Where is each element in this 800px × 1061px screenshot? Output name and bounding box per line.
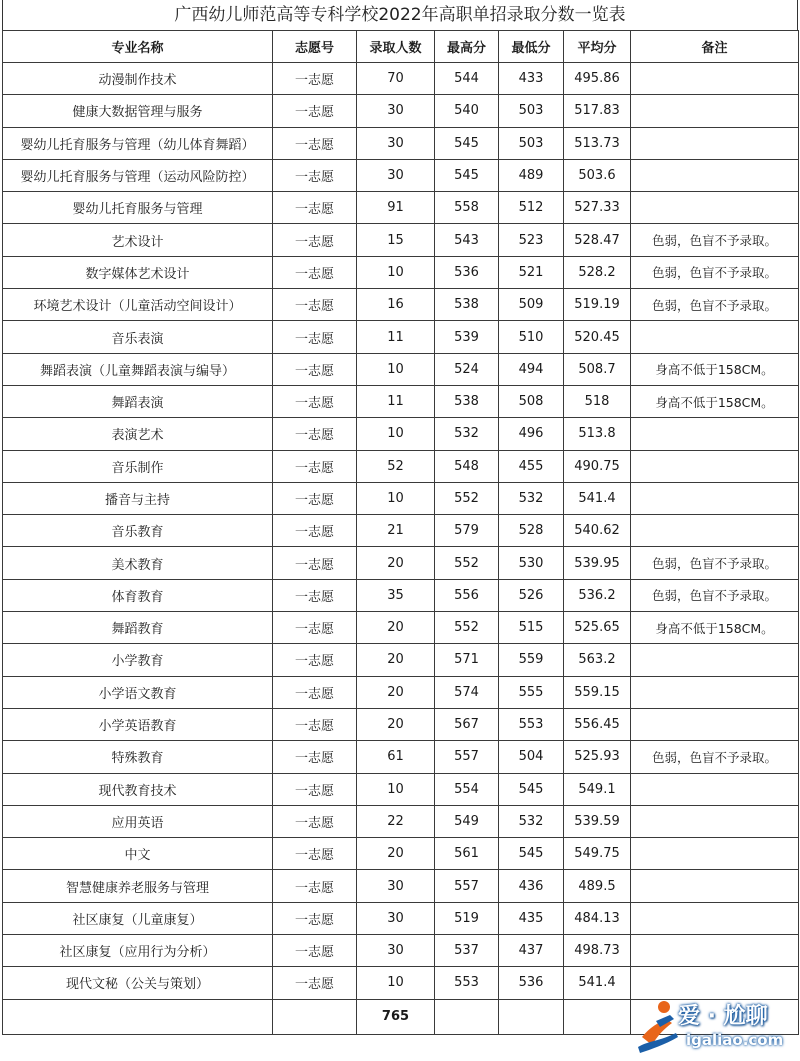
- enrolled-count-cell: 10: [357, 482, 435, 514]
- empty-cell: [3, 999, 273, 1034]
- choice-cell: 一志愿: [273, 579, 357, 611]
- avg-score-cell: 519.19: [564, 289, 631, 321]
- max-score-cell: 537: [435, 935, 499, 967]
- min-score-cell: 496: [499, 418, 564, 450]
- enrolled-count-cell: 16: [357, 289, 435, 321]
- column-header: 平均分: [564, 31, 631, 63]
- enrolled-count-cell: 61: [357, 741, 435, 773]
- avg-score-cell: 525.65: [564, 612, 631, 644]
- major-name-cell: 婴幼儿托育服务与管理: [3, 192, 273, 224]
- max-score-cell: 552: [435, 547, 499, 579]
- enrolled-count-cell: 10: [357, 418, 435, 450]
- note-cell: [631, 644, 799, 676]
- table-row: [3, 805, 799, 837]
- choice-cell: 一志愿: [273, 418, 357, 450]
- table-row: [3, 482, 799, 514]
- watermark-brand: 爱 · 尬聊: [678, 1004, 768, 1029]
- max-score-cell: 557: [435, 870, 499, 902]
- max-score-cell: 536: [435, 256, 499, 288]
- min-score-cell: 433: [499, 63, 564, 95]
- header-row: [3, 31, 799, 63]
- table-row: [3, 321, 799, 353]
- table-row: [3, 902, 799, 934]
- note-cell: [631, 708, 799, 740]
- table-row: [3, 192, 799, 224]
- max-score-cell: 567: [435, 708, 499, 740]
- enrolled-count-cell: 22: [357, 805, 435, 837]
- table-row: [3, 418, 799, 450]
- choice-cell: 一志愿: [273, 676, 357, 708]
- min-score-cell: 436: [499, 870, 564, 902]
- major-name-cell: 小学语文教育: [3, 676, 273, 708]
- major-name-cell: 社区康复（应用行为分析）: [3, 935, 273, 967]
- max-score-cell: 558: [435, 192, 499, 224]
- choice-cell: 一志愿: [273, 95, 357, 127]
- major-name-cell: 音乐制作: [3, 450, 273, 482]
- avg-score-cell: 556.45: [564, 708, 631, 740]
- table-row: [3, 450, 799, 482]
- min-score-cell: 545: [499, 838, 564, 870]
- choice-cell: 一志愿: [273, 967, 357, 999]
- choice-cell: 一志愿: [273, 192, 357, 224]
- avg-score-cell: 508.7: [564, 353, 631, 385]
- note-cell: [631, 321, 799, 353]
- choice-cell: 一志愿: [273, 482, 357, 514]
- min-score-cell: 508: [499, 385, 564, 417]
- runner-logo-icon: [636, 997, 680, 1053]
- note-cell: [631, 63, 799, 95]
- avg-score-cell: 563.2: [564, 644, 631, 676]
- table-row: [3, 224, 799, 256]
- min-score-cell: 530: [499, 547, 564, 579]
- avg-score-cell: 525.93: [564, 741, 631, 773]
- avg-score-cell: 520.45: [564, 321, 631, 353]
- choice-cell: 一志愿: [273, 612, 357, 644]
- table-row: [3, 95, 799, 127]
- max-score-cell: 574: [435, 676, 499, 708]
- choice-cell: 一志愿: [273, 708, 357, 740]
- max-score-cell: 519: [435, 902, 499, 934]
- major-name-cell: 现代文秘（公关与策划）: [3, 967, 273, 999]
- choice-cell: 一志愿: [273, 289, 357, 321]
- enrolled-count-cell: 10: [357, 353, 435, 385]
- empty-cell: [499, 999, 564, 1034]
- min-score-cell: 509: [499, 289, 564, 321]
- enrolled-count-cell: 10: [357, 967, 435, 999]
- min-score-cell: 515: [499, 612, 564, 644]
- table-row: [3, 708, 799, 740]
- table-row: [3, 579, 799, 611]
- table-row: [3, 935, 799, 967]
- enrolled-count-cell: 30: [357, 870, 435, 902]
- empty-cell: [273, 999, 357, 1034]
- note-cell: 色弱，色盲不予录取。: [631, 224, 799, 256]
- min-score-cell: 553: [499, 708, 564, 740]
- note-cell: [631, 95, 799, 127]
- column-header: 志愿号: [273, 31, 357, 63]
- min-score-cell: 545: [499, 773, 564, 805]
- enrolled-count-cell: 20: [357, 644, 435, 676]
- enrolled-count-cell: 91: [357, 192, 435, 224]
- max-score-cell: 543: [435, 224, 499, 256]
- max-score-cell: 571: [435, 644, 499, 676]
- major-name-cell: 舞蹈表演（儿童舞蹈表演与编导）: [3, 353, 273, 385]
- note-cell: [631, 902, 799, 934]
- note-cell: 身高不低于158CM。: [631, 353, 799, 385]
- table-row: [3, 612, 799, 644]
- note-cell: [631, 450, 799, 482]
- major-name-cell: 数字媒体艺术设计: [3, 256, 273, 288]
- min-score-cell: 437: [499, 935, 564, 967]
- enrolled-count-cell: 30: [357, 95, 435, 127]
- note-cell: 色弱，色盲不予录取。: [631, 547, 799, 579]
- choice-cell: 一志愿: [273, 256, 357, 288]
- max-score-cell: 561: [435, 838, 499, 870]
- avg-score-cell: 528.47: [564, 224, 631, 256]
- column-header: 最高分: [435, 31, 499, 63]
- major-name-cell: 婴幼儿托育服务与管理（幼儿体育舞蹈）: [3, 127, 273, 159]
- note-cell: 色弱，色盲不予录取。: [631, 256, 799, 288]
- watermark: [636, 995, 800, 1061]
- enrolled-count-cell: 20: [357, 838, 435, 870]
- major-name-cell: 小学教育: [3, 644, 273, 676]
- max-score-cell: 552: [435, 612, 499, 644]
- column-header: 录取人数: [357, 31, 435, 63]
- avg-score-cell: 527.33: [564, 192, 631, 224]
- avg-score-cell: 513.8: [564, 418, 631, 450]
- note-cell: [631, 127, 799, 159]
- min-score-cell: 536: [499, 967, 564, 999]
- choice-cell: 一志愿: [273, 644, 357, 676]
- major-name-cell: 健康大数据管理与服务: [3, 95, 273, 127]
- avg-score-cell: 518: [564, 385, 631, 417]
- table-row: [3, 127, 799, 159]
- choice-cell: 一志愿: [273, 385, 357, 417]
- enrolled-count-cell: 30: [357, 127, 435, 159]
- major-name-cell: 美术教育: [3, 547, 273, 579]
- major-name-cell: 舞蹈教育: [3, 612, 273, 644]
- choice-cell: 一志愿: [273, 321, 357, 353]
- enrolled-count-cell: 10: [357, 773, 435, 805]
- choice-cell: 一志愿: [273, 63, 357, 95]
- max-score-cell: 557: [435, 741, 499, 773]
- table-body: [3, 63, 799, 1035]
- choice-cell: 一志愿: [273, 159, 357, 191]
- max-score-cell: 545: [435, 159, 499, 191]
- major-name-cell: 动漫制作技术: [3, 63, 273, 95]
- avg-score-cell: 541.4: [564, 482, 631, 514]
- enrolled-count-cell: 35: [357, 579, 435, 611]
- note-cell: 色弱，色盲不予录取。: [631, 741, 799, 773]
- min-score-cell: 523: [499, 224, 564, 256]
- table-row: [3, 838, 799, 870]
- table-row: [3, 385, 799, 417]
- min-score-cell: 455: [499, 450, 564, 482]
- note-cell: [631, 192, 799, 224]
- choice-cell: 一志愿: [273, 773, 357, 805]
- max-score-cell: 539: [435, 321, 499, 353]
- note-cell: [631, 870, 799, 902]
- major-name-cell: 播音与主持: [3, 482, 273, 514]
- max-score-cell: 579: [435, 515, 499, 547]
- max-score-cell: 549: [435, 805, 499, 837]
- min-score-cell: 555: [499, 676, 564, 708]
- min-score-cell: 504: [499, 741, 564, 773]
- column-header: 最低分: [499, 31, 564, 63]
- min-score-cell: 503: [499, 127, 564, 159]
- note-cell: [631, 773, 799, 805]
- enrolled-count-cell: 21: [357, 515, 435, 547]
- avg-score-cell: 484.13: [564, 902, 631, 934]
- enrolled-count-cell: 30: [357, 159, 435, 191]
- choice-cell: 一志愿: [273, 902, 357, 934]
- table-row: [3, 676, 799, 708]
- avg-score-cell: 559.15: [564, 676, 631, 708]
- choice-cell: 一志愿: [273, 838, 357, 870]
- note-cell: [631, 805, 799, 837]
- major-name-cell: 特殊教育: [3, 741, 273, 773]
- avg-score-cell: 513.73: [564, 127, 631, 159]
- min-score-cell: 510: [499, 321, 564, 353]
- min-score-cell: 532: [499, 482, 564, 514]
- choice-cell: 一志愿: [273, 353, 357, 385]
- min-score-cell: 494: [499, 353, 564, 385]
- table-row: [3, 353, 799, 385]
- max-score-cell: 553: [435, 967, 499, 999]
- avg-score-cell: 539.59: [564, 805, 631, 837]
- min-score-cell: 512: [499, 192, 564, 224]
- table-row: [3, 870, 799, 902]
- major-name-cell: 表演艺术: [3, 418, 273, 450]
- avg-score-cell: 536.2: [564, 579, 631, 611]
- major-name-cell: 体育教育: [3, 579, 273, 611]
- enrolled-count-cell: 30: [357, 902, 435, 934]
- choice-cell: 一志愿: [273, 224, 357, 256]
- note-cell: [631, 159, 799, 191]
- note-cell: [631, 418, 799, 450]
- major-name-cell: 舞蹈表演: [3, 385, 273, 417]
- max-score-cell: 538: [435, 289, 499, 321]
- note-cell: [631, 515, 799, 547]
- choice-cell: 一志愿: [273, 935, 357, 967]
- major-name-cell: 社区康复（儿童康复）: [3, 902, 273, 934]
- max-score-cell: 532: [435, 418, 499, 450]
- empty-cell: [564, 999, 631, 1034]
- enrolled-count-cell: 20: [357, 708, 435, 740]
- table-row: [3, 159, 799, 191]
- major-name-cell: 音乐教育: [3, 515, 273, 547]
- table-row: [3, 63, 799, 95]
- empty-cell: [435, 999, 499, 1034]
- min-score-cell: 526: [499, 579, 564, 611]
- max-score-cell: 552: [435, 482, 499, 514]
- enrolled-count-cell: 10: [357, 256, 435, 288]
- min-score-cell: 559: [499, 644, 564, 676]
- enrolled-count-cell: 30: [357, 935, 435, 967]
- enrolled-count-cell: 20: [357, 676, 435, 708]
- admission-score-sheet: [2, 0, 798, 1035]
- min-score-cell: 503: [499, 95, 564, 127]
- major-name-cell: 应用英语: [3, 805, 273, 837]
- max-score-cell: 524: [435, 353, 499, 385]
- max-score-cell: 544: [435, 63, 499, 95]
- table-row: [3, 644, 799, 676]
- note-cell: 身高不低于158CM。: [631, 385, 799, 417]
- enrolled-count-cell: 20: [357, 612, 435, 644]
- watermark-url: igaliao.com: [686, 1031, 784, 1049]
- major-name-cell: 小学英语教育: [3, 708, 273, 740]
- major-name-cell: 现代教育技术: [3, 773, 273, 805]
- avg-score-cell: 540.62: [564, 515, 631, 547]
- choice-cell: 一志愿: [273, 805, 357, 837]
- avg-score-cell: 489.5: [564, 870, 631, 902]
- enrolled-count-cell: 11: [357, 385, 435, 417]
- avg-score-cell: 498.73: [564, 935, 631, 967]
- enrolled-count-cell: 20: [357, 547, 435, 579]
- note-cell: [631, 482, 799, 514]
- note-cell: [631, 676, 799, 708]
- table-row: [3, 741, 799, 773]
- note-cell: 身高不低于158CM。: [631, 612, 799, 644]
- major-name-cell: 艺术设计: [3, 224, 273, 256]
- max-score-cell: 540: [435, 95, 499, 127]
- min-score-cell: 489: [499, 159, 564, 191]
- table-row: [3, 547, 799, 579]
- avg-score-cell: 549.75: [564, 838, 631, 870]
- major-name-cell: 婴幼儿托育服务与管理（运动风险防控）: [3, 159, 273, 191]
- avg-score-cell: 539.95: [564, 547, 631, 579]
- column-header: 备注: [631, 31, 799, 63]
- max-score-cell: 545: [435, 127, 499, 159]
- avg-score-cell: 517.83: [564, 95, 631, 127]
- score-table: [2, 30, 799, 1035]
- min-score-cell: 528: [499, 515, 564, 547]
- min-score-cell: 532: [499, 805, 564, 837]
- choice-cell: 一志愿: [273, 741, 357, 773]
- choice-cell: 一志愿: [273, 547, 357, 579]
- note-cell: 色弱，色盲不予录取。: [631, 579, 799, 611]
- note-cell: 色弱，色盲不予录取。: [631, 289, 799, 321]
- note-cell: [631, 935, 799, 967]
- avg-score-cell: 495.86: [564, 63, 631, 95]
- major-name-cell: 中文: [3, 838, 273, 870]
- enrolled-count-cell: 15: [357, 224, 435, 256]
- enrolled-count-cell: 52: [357, 450, 435, 482]
- note-cell: [631, 838, 799, 870]
- choice-cell: 一志愿: [273, 515, 357, 547]
- table-row: [3, 515, 799, 547]
- major-name-cell: 智慧健康养老服务与管理: [3, 870, 273, 902]
- avg-score-cell: 541.4: [564, 967, 631, 999]
- min-score-cell: 435: [499, 902, 564, 934]
- choice-cell: 一志愿: [273, 127, 357, 159]
- table-row: [3, 773, 799, 805]
- min-score-cell: 521: [499, 256, 564, 288]
- table-row: [3, 256, 799, 288]
- major-name-cell: 音乐表演: [3, 321, 273, 353]
- enrolled-count-cell: 70: [357, 63, 435, 95]
- max-score-cell: 548: [435, 450, 499, 482]
- avg-score-cell: 549.1: [564, 773, 631, 805]
- avg-score-cell: 528.2: [564, 256, 631, 288]
- total-enrolled-cell: 765: [357, 999, 435, 1034]
- max-score-cell: 556: [435, 579, 499, 611]
- major-name-cell: 环境艺术设计（儿童活动空间设计）: [3, 289, 273, 321]
- avg-score-cell: 503.6: [564, 159, 631, 191]
- column-header: 专业名称: [3, 31, 273, 63]
- avg-score-cell: 490.75: [564, 450, 631, 482]
- max-score-cell: 554: [435, 773, 499, 805]
- table-title: 广西幼儿师范高等专科学校2022年高职单招录取分数一览表: [2, 0, 798, 30]
- choice-cell: 一志愿: [273, 450, 357, 482]
- max-score-cell: 538: [435, 385, 499, 417]
- table-row: [3, 289, 799, 321]
- enrolled-count-cell: 11: [357, 321, 435, 353]
- choice-cell: 一志愿: [273, 870, 357, 902]
